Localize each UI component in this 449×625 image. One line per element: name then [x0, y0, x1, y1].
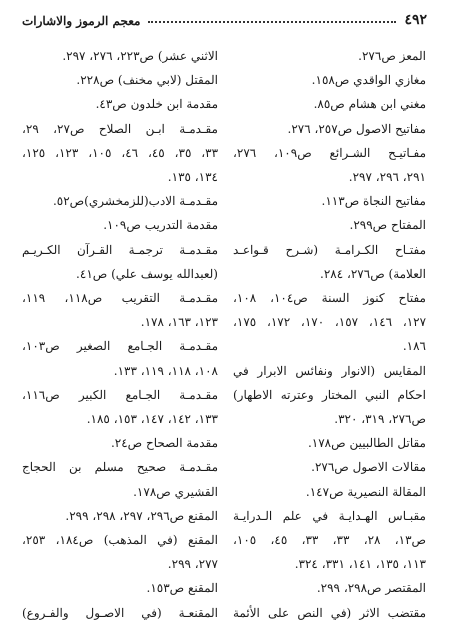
index-line: ٢٩١، ٢٩٦، ٢٩٧. [348, 170, 426, 185]
index-line: مقـدمـة ترجمـة القـرآن الكـريـم [22, 242, 218, 257]
index-line: المعز ص٢٧٦. [358, 49, 426, 63]
index-line: مقالات الاصول ص٢٧٦. [311, 460, 426, 475]
index-line: مغازي الواقدي ص١٥٨. [311, 73, 426, 88]
index-line: المقنع ص١٥٣. [146, 581, 218, 596]
left-text-column [22, 44, 218, 625]
index-line: مفتـاح الكـرامـة (شـرح قـواعـد [233, 242, 426, 257]
index-line: مقدمة التدريب ص١٠٩. [103, 218, 218, 233]
index-line: ١٢٣، ١٦٣، ١٧٨. [140, 315, 218, 330]
index-line: مقدمة ابن خلدون ص٤٣. [95, 97, 218, 112]
index-line: مقتضب الاثر (في النص على الأئمة [233, 605, 426, 620]
index-line: المقنع (في المذهب) ص١٨٤، ٢٥٣، [22, 533, 218, 548]
index-line: ١٣٤، ١٣٥. [167, 170, 218, 185]
index-line: الاثني عشر) ص٢٢٣، ٢٧٦، ٢٩٧. [62, 49, 218, 63]
index-line: ١٢٧، ١٤٦، ١٥٧، ١٧٠، ١٧٢، ١٧٥، [233, 315, 426, 330]
index-line: مقاتل الطالبيين ص١٧٨. [307, 436, 426, 451]
index-line: ١١٣، ١٣٥، ١٤١، ٣٣١، ٣٢٤. [294, 557, 426, 572]
index-line: مفتاح كنوز السنة ص١٠٤، ١٠٨، [233, 291, 426, 306]
index-line: مغني ابن هشام ص٨٥. [313, 97, 426, 112]
index-line: ١٨٦. [402, 339, 426, 354]
index-line: المقتل (لابي مخنف) ص٢٢٨. [76, 73, 218, 88]
index-line: مقدمة الصحاح ص٢٤. [110, 436, 218, 451]
index-line: المقالة النصيرية ص١٤٧. [305, 484, 426, 499]
index-line: القشيري ص١٧٨. [133, 484, 218, 499]
index-line: ١٠٨، ١١٨، ١١٩، ١٣٣. [113, 363, 218, 378]
index-line: ص٢٧٦، ٣١٩، ٣٢٠. [334, 412, 426, 427]
page-number: ٤٩٢ [404, 12, 427, 28]
index-line: ٢٧٧، ٢٩٩. [167, 557, 218, 572]
index-line: مقـدمـة صحيح مسلم بن الحجاج [22, 460, 218, 475]
right-text-column [233, 44, 426, 625]
index-line: (لعبدالله يوسف علي) ص٤١. [76, 266, 218, 281]
index-line: ص١٣، ٢٨، ٣٣، ٣٣، ٤٥، ١٠٥، [233, 533, 426, 548]
index-line: مقـدمـة الجـامع الصغير ص١٠٣، [22, 339, 218, 354]
index-line: العلامة) ص٢٧٦، ٢٨٤. [319, 266, 426, 281]
index-line: احكام النبي المختار وعترته الاطهار) [233, 387, 426, 402]
index-line: ١٣٣، ١٤٢، ١٤٧، ١٥٣، ١٨٥. [86, 412, 218, 427]
index-line: المقنع ص٢٩٦، ٢٩٧، ٢٩٨، ٢٩٩. [65, 508, 218, 523]
index-line: المقتصر ص٢٩٨، ٢٩٩. [316, 581, 426, 596]
index-line: المقايس (الانوار ونفائس الابرار في [233, 363, 426, 378]
index-line: مفاتيح النجاة ص١١٣. [321, 194, 426, 209]
index-line: مفـاتيـح الشـرائع ص١٠٩، ٢٧٦، [233, 145, 426, 160]
index-line: مقـدمـة الادب(للزمخشري)ص٥٢. [52, 194, 218, 209]
running-header [22, 6, 427, 28]
index-line: ٣٣، ٣٥، ٤٥، ٤٦، ١٠٥، ١٢٣، ١٢٥، [22, 145, 218, 160]
header-dotted-leader [148, 21, 396, 23]
running-title: معجم الرموز والاشارات [22, 14, 141, 28]
index-line: المقنعـة (في الاصـول والفـروع) [22, 605, 218, 620]
index-line: مقـدمـة ابـن الصلاح ص٢٧، ٢٩، [22, 121, 218, 136]
index-line: مفاتيح الاصول ص٢٥٧، ٢٧٦. [287, 121, 426, 136]
index-line: مقـدمـة التقريب ص١١٨، ١١٩، [22, 291, 218, 306]
index-line: المفتاح ص٢٩٩. [349, 218, 426, 233]
index-line: مقبـاس الهـدايـة في علم الـدرايـة [233, 508, 426, 523]
index-line: مقـدمـة الجـامع الكبير ص١١٦، [22, 387, 218, 402]
